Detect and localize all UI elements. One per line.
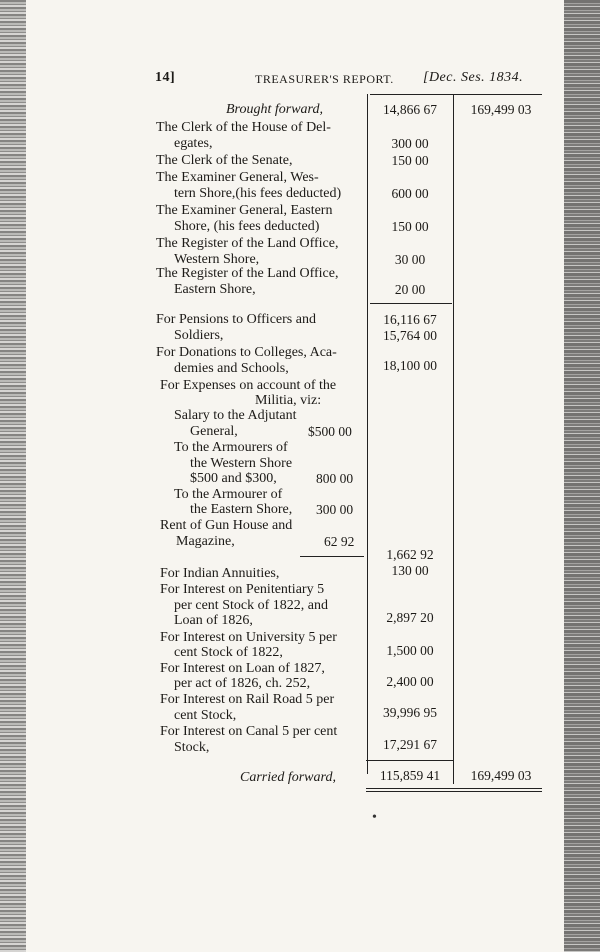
binding-edge-left bbox=[0, 0, 26, 952]
amount-column-right-rule bbox=[453, 94, 454, 784]
militia-label: Militia, viz: bbox=[255, 393, 322, 408]
militia-label: For Expenses on account of the bbox=[160, 378, 337, 393]
pensions-amount: 15,764 00 bbox=[383, 328, 437, 343]
brought-forward-total: 169,499 03 bbox=[470, 102, 532, 117]
militia-subtotal-rule bbox=[300, 556, 364, 557]
carried-forward-total: 169,499 03 bbox=[470, 768, 532, 783]
entry-label: cent Stock of 1822, bbox=[174, 645, 283, 660]
militia-item-amount: $500 00 bbox=[308, 424, 352, 439]
entry-label: The Examiner General, Wes- bbox=[156, 170, 319, 185]
militia-item-label: the Western Shore bbox=[190, 456, 293, 471]
entry-label: Shore, (his fees deducted) bbox=[174, 219, 320, 234]
entry-label: per act of 1826, ch. 252, bbox=[174, 676, 311, 691]
pensions-label: For Pensions to Officers and bbox=[156, 312, 316, 327]
carried-forward-rule bbox=[366, 760, 454, 761]
entry-amount: 300 00 bbox=[391, 136, 429, 151]
entry-label: For Interest on University 5 per bbox=[160, 630, 337, 645]
entry-label: For Interest on Penitentiary 5 bbox=[160, 582, 325, 597]
donations-amount: 18,100 00 bbox=[383, 358, 437, 373]
subtotal-amount: 16,116 67 bbox=[383, 312, 437, 327]
binding-edge-right bbox=[564, 0, 600, 952]
header-rule bbox=[370, 94, 542, 95]
entry-label: For Interest on Rail Road 5 per bbox=[160, 692, 335, 707]
page-header bbox=[155, 70, 545, 90]
militia-item-amount: 800 00 bbox=[316, 471, 354, 486]
double-rule-bottom bbox=[366, 791, 542, 792]
carried-forward-amount: 115,859 41 bbox=[379, 768, 441, 783]
subtotal-rule bbox=[370, 303, 452, 304]
entry-amount: 39,996 95 bbox=[383, 705, 437, 720]
session-date: [Dec. Ses. 1834. bbox=[423, 70, 524, 85]
entry-label: For Interest on Loan of 1827, bbox=[160, 661, 325, 676]
entry-label: cent Stock, bbox=[174, 708, 237, 723]
donations-label: demies and Schools, bbox=[174, 361, 289, 376]
militia-item-label: the Eastern Shore, bbox=[190, 502, 293, 517]
entry-amount: 30 00 bbox=[394, 252, 426, 267]
carried-forward-label: Carried forward, bbox=[240, 770, 336, 785]
militia-item-label: Salary to the Adjutant bbox=[174, 408, 297, 423]
page-number: 14] bbox=[155, 70, 176, 85]
entry-label: Loan of 1826, bbox=[174, 613, 253, 628]
entry-label: The Register of the Land Office, bbox=[156, 236, 339, 251]
pensions-label: Soldiers, bbox=[174, 328, 224, 343]
entry-label: Western Shore, bbox=[174, 252, 260, 267]
militia-item-label: $500 and $300, bbox=[190, 471, 277, 486]
entry-label: per cent Stock of 1822, and bbox=[174, 598, 328, 613]
entry-amount: 150 00 bbox=[391, 153, 429, 168]
entry-label: The Clerk of the House of Del- bbox=[156, 120, 331, 135]
entry-label: egates, bbox=[174, 136, 213, 151]
entry-label: The Examiner General, Eastern bbox=[156, 203, 333, 218]
brought-forward-label: Brought forward, bbox=[226, 102, 323, 117]
militia-item-label: To the Armourer of bbox=[174, 487, 283, 502]
entry-label: tern Shore,(his fees deducted) bbox=[174, 186, 342, 201]
militia-item-amount: 300 00 bbox=[316, 502, 354, 517]
militia-item-label: General, bbox=[190, 424, 238, 439]
militia-amount: 1,662 92 bbox=[386, 547, 434, 562]
entry-label: The Register of the Land Office, bbox=[156, 266, 339, 281]
entry-amount: 2,400 00 bbox=[386, 674, 434, 689]
ink-mark: • bbox=[372, 810, 377, 825]
militia-item-label: Rent of Gun House and bbox=[160, 518, 293, 533]
entry-amount: 20 00 bbox=[394, 282, 426, 297]
entry-amount: 17,291 67 bbox=[383, 737, 437, 752]
militia-item-label: To the Armourers of bbox=[174, 440, 288, 455]
double-rule-top bbox=[366, 788, 542, 789]
entry-label: The Clerk of the Senate, bbox=[156, 153, 293, 168]
entry-label: Stock, bbox=[174, 740, 210, 755]
report-title: TREASURER'S REPORT. bbox=[255, 72, 394, 86]
entry-amount: 150 00 bbox=[391, 219, 429, 234]
entry-label: For Indian Annuities, bbox=[160, 566, 280, 581]
entry-amount: 600 00 bbox=[391, 186, 429, 201]
militia-item-label: Magazine, bbox=[176, 534, 235, 549]
entry-amount: 2,897 20 bbox=[386, 610, 434, 625]
entry-amount: 1,500 00 bbox=[386, 643, 434, 658]
brought-forward-amount: 14,866 67 bbox=[383, 102, 437, 117]
militia-item-amount: 62 92 bbox=[324, 534, 355, 549]
entry-label: Eastern Shore, bbox=[174, 282, 256, 297]
entry-amount: 130 00 bbox=[391, 563, 429, 578]
donations-label: For Donations to Colleges, Aca- bbox=[156, 345, 337, 360]
entry-label: For Interest on Canal 5 per cent bbox=[160, 724, 338, 739]
